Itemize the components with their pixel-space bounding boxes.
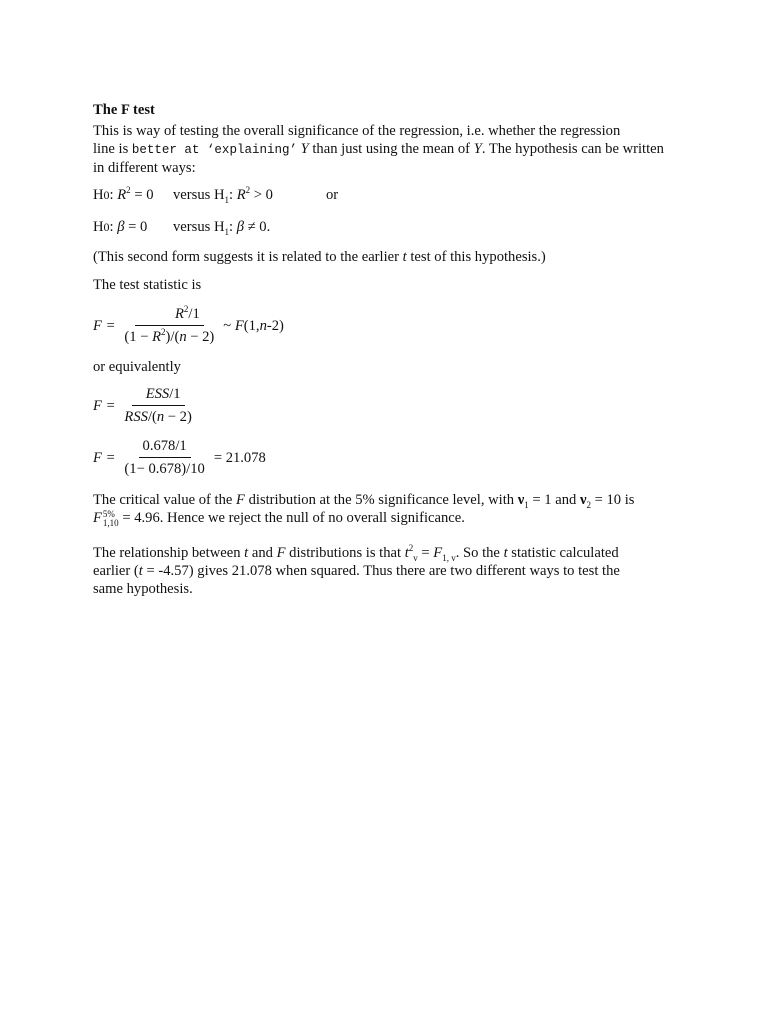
formula-f-ess-rss bbox=[93, 385, 201, 426]
subscript: v bbox=[413, 552, 418, 563]
var-t: t bbox=[404, 545, 409, 561]
var-r: R bbox=[236, 187, 246, 203]
var-n: n bbox=[179, 329, 187, 345]
versus-text: versus H bbox=[173, 187, 225, 203]
critical-line-2 bbox=[93, 509, 635, 528]
denominator bbox=[120, 406, 195, 426]
var-rss: RSS bbox=[124, 409, 148, 425]
var-r: R bbox=[117, 187, 127, 203]
note-text: test of this hypothesis.) bbox=[406, 249, 546, 265]
subscript: 1, v bbox=[442, 552, 456, 563]
formula-f-numeric bbox=[93, 437, 266, 478]
var-f: F bbox=[433, 545, 443, 561]
denominator bbox=[120, 326, 218, 346]
denominator-part: )/( bbox=[165, 329, 180, 345]
nu-symbol: ν bbox=[517, 492, 525, 508]
equals-zero: = 0 bbox=[130, 187, 154, 203]
null-hypothesis bbox=[93, 186, 173, 204]
intro-line-1: This is way of testing the overall significance of the regression, i.e. whether the regression bbox=[93, 123, 621, 139]
intro-text: line is bbox=[93, 141, 132, 157]
numerator: 0.678/1 bbox=[139, 437, 191, 458]
intro-text: . The hypothesis can be written bbox=[481, 141, 664, 157]
rel-text: earlier ( bbox=[93, 563, 139, 579]
fraction bbox=[120, 437, 208, 478]
crit-text: = 10 is bbox=[590, 492, 635, 508]
relation-line-2 bbox=[93, 562, 620, 580]
superscript: 2 bbox=[161, 327, 166, 338]
colon: : bbox=[109, 187, 118, 203]
greater-zero: > 0 bbox=[250, 187, 273, 203]
colon: : bbox=[109, 219, 118, 235]
var-beta: β bbox=[236, 219, 244, 235]
colon: : bbox=[228, 219, 237, 235]
denominator: (1− 0.678)/10 bbox=[124, 461, 205, 477]
numerator bbox=[135, 305, 204, 326]
f-superscript: 5% bbox=[102, 508, 115, 519]
h-subscript: 0 bbox=[103, 188, 110, 202]
dist-part: -2) bbox=[266, 317, 284, 334]
versus-text: versus H bbox=[173, 219, 225, 235]
rel-text: . So the bbox=[455, 545, 504, 561]
equals-zero: = 0 bbox=[124, 219, 148, 235]
critical-line-1 bbox=[93, 491, 635, 509]
intro-mono-text: better at ‘explaining’ bbox=[131, 143, 297, 157]
nu-subscript: 2 bbox=[586, 499, 591, 510]
colon: : bbox=[228, 187, 237, 203]
f-subscript: 1,10 bbox=[102, 517, 119, 528]
h-symbol: H bbox=[93, 219, 104, 235]
note-paragraph bbox=[93, 248, 546, 266]
numerator bbox=[132, 385, 185, 406]
relation-paragraph bbox=[93, 544, 620, 598]
formula-lhs: F = bbox=[93, 449, 116, 466]
var-t: t bbox=[402, 249, 407, 265]
intro-var-y: Y bbox=[296, 141, 309, 157]
intro-text: than just using the mean of bbox=[308, 141, 474, 157]
null-hypothesis bbox=[93, 218, 173, 236]
var-beta: β bbox=[117, 219, 125, 235]
rel-text: distributions is that bbox=[285, 545, 405, 561]
var-t: t bbox=[244, 545, 249, 561]
var-t: t bbox=[503, 545, 508, 561]
crit-text: = 4.96. Hence we reject the null of no overall significance. bbox=[118, 510, 465, 526]
critical-value-paragraph bbox=[93, 491, 635, 528]
rel-text: = -4.57) gives 21.078 when squared. Thus there are two different ways to test the bbox=[142, 563, 620, 579]
denominator-part: (1 − bbox=[124, 329, 153, 345]
formula-f-r-squared bbox=[93, 305, 284, 346]
formula-lhs: F = bbox=[93, 397, 116, 414]
section-heading: The F test bbox=[93, 102, 155, 118]
numerator-rest: /1 bbox=[188, 306, 200, 322]
var-n: n bbox=[259, 317, 267, 334]
var-n: n bbox=[156, 409, 165, 425]
tilde: ~ bbox=[223, 317, 235, 334]
formula-result: = 21.078 bbox=[213, 449, 266, 466]
superscript: 2 bbox=[126, 185, 131, 196]
rel-text: and bbox=[248, 545, 277, 561]
not-equal-zero: ≠ 0. bbox=[243, 219, 271, 235]
var-f: F bbox=[93, 510, 102, 526]
or-equivalently-label: or equivalently bbox=[93, 359, 181, 375]
relation-line-1 bbox=[93, 544, 620, 562]
denominator-part: − 2) bbox=[164, 409, 192, 425]
var-f: F bbox=[236, 492, 245, 508]
var-r: R bbox=[152, 329, 162, 345]
intro-line-3: in different ways: bbox=[93, 160, 196, 176]
intro-var-y: Y bbox=[473, 141, 482, 157]
alt-hypothesis bbox=[173, 219, 270, 235]
rel-text: = bbox=[417, 545, 434, 561]
var-f: F bbox=[276, 545, 286, 561]
h-symbol: H bbox=[93, 187, 104, 203]
crit-text: The critical value of the bbox=[93, 492, 237, 508]
f-script bbox=[103, 510, 119, 528]
note-text: (This second form suggests it is related to the earlier bbox=[93, 249, 403, 265]
dist-part: (1, bbox=[243, 317, 260, 334]
crit-text: distribution at the 5% significance level, with bbox=[244, 492, 518, 508]
intro-line-2 bbox=[93, 140, 664, 159]
hypothesis-r-squared bbox=[93, 186, 338, 204]
h-subscript: 0 bbox=[103, 220, 110, 234]
superscript: 2 bbox=[245, 185, 251, 196]
formula-lhs: F = bbox=[93, 317, 116, 334]
denominator-part: − 2) bbox=[186, 329, 215, 345]
distribution bbox=[223, 317, 284, 335]
hypothesis-beta bbox=[93, 218, 270, 236]
numerator-rest: /1 bbox=[169, 386, 181, 402]
var-f: F bbox=[234, 317, 244, 334]
denominator-part: /( bbox=[147, 409, 157, 425]
fraction bbox=[120, 385, 195, 426]
var-r: R bbox=[174, 306, 184, 322]
var-ess: ESS bbox=[145, 386, 170, 402]
superscript: 2 bbox=[408, 543, 414, 554]
rel-text: statistic calculated bbox=[507, 545, 619, 561]
h-subscript: 1 bbox=[224, 194, 229, 205]
intro-paragraph bbox=[93, 122, 664, 177]
crit-text: = 1 and bbox=[528, 492, 580, 508]
rel-text: The relationship between bbox=[93, 545, 245, 561]
alt-hypothesis bbox=[173, 186, 326, 204]
fraction bbox=[120, 305, 218, 346]
nu-subscript: 1 bbox=[524, 499, 529, 510]
var-t: t bbox=[138, 563, 143, 579]
test-statistic-label: The test statistic is bbox=[93, 277, 202, 293]
relation-line-3: same hypothesis. bbox=[93, 581, 193, 597]
or-text: or bbox=[326, 187, 339, 203]
h-subscript: 1 bbox=[224, 226, 229, 237]
nu-symbol: ν bbox=[579, 492, 587, 508]
superscript: 2 bbox=[183, 304, 189, 315]
